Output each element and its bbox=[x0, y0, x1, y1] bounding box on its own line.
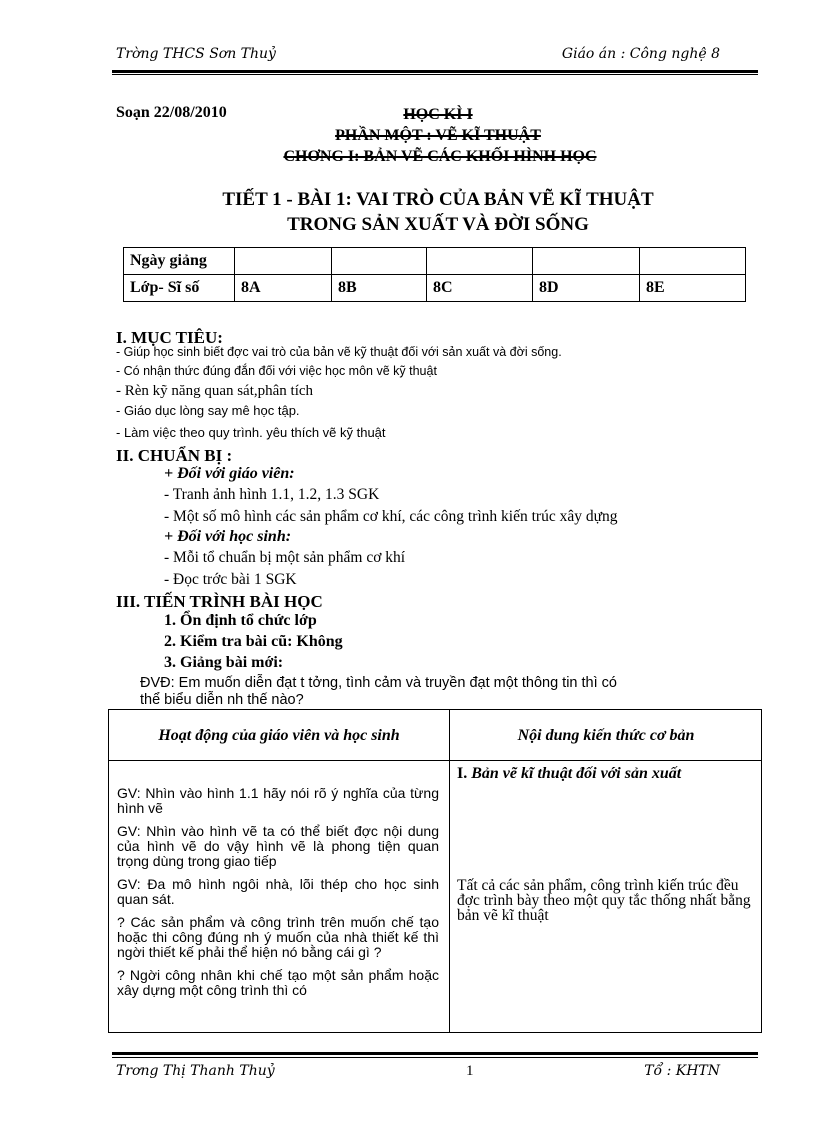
class-cell: 8B bbox=[332, 275, 427, 302]
student-item: - Đọc trớc bài 1 SGK bbox=[164, 571, 297, 588]
prep-heading: II. CHUẨN BỊ : bbox=[116, 446, 233, 465]
lesson-table bbox=[108, 709, 762, 1033]
header-subject: Giáo án : Công nghệ 8 bbox=[561, 46, 720, 62]
content-heading-text: Bản vẽ kĩ thuật đối với sản xuất bbox=[471, 765, 682, 782]
page-number: 1 bbox=[466, 1063, 474, 1079]
footer-author: Trơng Thị Thanh Thuỷ bbox=[116, 1063, 275, 1079]
student-item: - Mỗi tổ chuẩn bị một sản phẩm cơ khí bbox=[164, 549, 406, 566]
activity-paragraph: GV: Đa mô hình ngôi nhà, lõi thép cho học sinh quan sát. bbox=[117, 876, 439, 907]
objective-item: - Giúp học sinh biết đợc vai trò của bản vẽ kỹ thuật đối với sản xuất và đời sống. bbox=[116, 345, 562, 359]
activity-paragraph: ? Ngời công nhân khi chế tạo một sản phẩm hoặc xây dựng một công trình thì có bbox=[117, 967, 439, 998]
col-header-content: Nội dung kiến thức cơ bản bbox=[517, 727, 695, 744]
footer-rule-thin bbox=[112, 1057, 758, 1058]
student-label: + Đối với học sinh: bbox=[164, 528, 292, 545]
lesson-title-line2: TRONG SẢN XUẤT VÀ ĐỜI SỐNG bbox=[287, 214, 589, 235]
footer-rule bbox=[112, 1052, 758, 1055]
process-heading: III. TIẾN TRÌNH BÀI HỌC bbox=[116, 592, 323, 611]
header-rule bbox=[112, 70, 758, 73]
class-cell: 8A bbox=[235, 275, 332, 302]
objectives-heading: I. MỤC TIÊU: bbox=[116, 328, 223, 347]
class-cell: 8C bbox=[427, 275, 533, 302]
process-step: 2. Kiểm tra bài cũ: Không bbox=[164, 633, 343, 650]
objective-item: - Rèn kỹ năng quan sát,phân tích bbox=[116, 383, 314, 399]
activity-paragraph: ? Các sản phẩm và công trình trên muốn chế tạo hoặc thi công đúng nh ý muốn của nhà thiết kế thì ngời thiết kế phải thể hiện nó bằng cái gì ? bbox=[117, 914, 439, 960]
class-label: Lớp- Sĩ số bbox=[124, 275, 235, 302]
header-rule-thin bbox=[112, 74, 758, 75]
lesson-title-line1: TIẾT 1 - BÀI 1: VAI TRÒ CỦA BẢN VẼ KĨ THUẬT bbox=[222, 189, 654, 210]
date-cell bbox=[533, 248, 640, 275]
header-school: Trờng THCS Sơn Thuỷ bbox=[116, 46, 276, 62]
activity-paragraph: GV: Nhìn vào hình vẽ ta có thể biết đợc nội dung của hình vẽ do vậy hình vẽ là phong tiện quan trọng dùng trong giao tiếp bbox=[117, 823, 439, 869]
date-cell bbox=[235, 248, 332, 275]
class-cell: 8D bbox=[533, 275, 640, 302]
objective-item: - Có nhận thức đúng đắn đối với việc học môn vẽ kỹ thuật bbox=[116, 364, 437, 378]
column-divider bbox=[449, 710, 450, 1032]
objective-item: - Làm việc theo quy trình. yêu thích vẽ kỹ thuật bbox=[116, 425, 386, 440]
teacher-item: - Tranh ảnh hình 1.1, 1.2, 1.3 SGK bbox=[164, 486, 380, 503]
dvd-line: ĐVĐ: Em muốn diễn đạt t tởng, tình cảm và truyền đạt một thông tin thì có bbox=[140, 675, 617, 691]
table-row bbox=[124, 248, 746, 275]
class-cell: 8E bbox=[640, 275, 746, 302]
process-step: 3. Giảng bài mới: bbox=[164, 654, 284, 671]
date-cell bbox=[427, 248, 533, 275]
part-title: PHẦN MỘT : VẼ KĨ THUẬT bbox=[335, 127, 541, 144]
dvd-line: thể biểu diễn nh thế nào? bbox=[140, 692, 304, 708]
header-divider bbox=[109, 760, 761, 761]
teacher-label: + Đối với giáo viên: bbox=[164, 465, 295, 482]
chapter-title: CHƠNG I: BẢN VẼ CÁC KHỐI HÌNH HỌC bbox=[283, 148, 597, 165]
objective-item: - Giáo dục lòng say mê học tập. bbox=[116, 403, 300, 418]
date-cell bbox=[332, 248, 427, 275]
content-heading-number: I. bbox=[457, 765, 468, 782]
table-row bbox=[124, 275, 746, 302]
date-label: Ngày giảng bbox=[124, 248, 235, 275]
attendance-table bbox=[123, 247, 746, 302]
content-text: Tất cả các sản phẩm, công trình kiến trúc đều đợc trình bày theo một quy tắc thống nhất bằng bản vẽ kĩ thuật bbox=[457, 877, 751, 924]
date-cell bbox=[640, 248, 746, 275]
teacher-item: - Một số mô hình các sản phẩm cơ khí, các công trình kiến trúc xây dựng bbox=[164, 508, 618, 525]
term-title: HỌC KÌ I bbox=[403, 106, 473, 123]
activity-paragraph: GV: Nhìn vào hình 1.1 hãy nói rõ ý nghĩa của từng hình vẽ bbox=[117, 785, 439, 816]
date-prepared: Soạn 22/08/2010 bbox=[116, 104, 227, 121]
process-step: 1. Ổn định tổ chức lớp bbox=[164, 612, 317, 629]
col-header-activities: Hoạt động của giáo viên và học sinh bbox=[158, 727, 400, 744]
content-heading bbox=[457, 765, 757, 783]
activities-cell bbox=[117, 786, 439, 1006]
footer-department: Tổ : KHTN bbox=[644, 1063, 720, 1079]
